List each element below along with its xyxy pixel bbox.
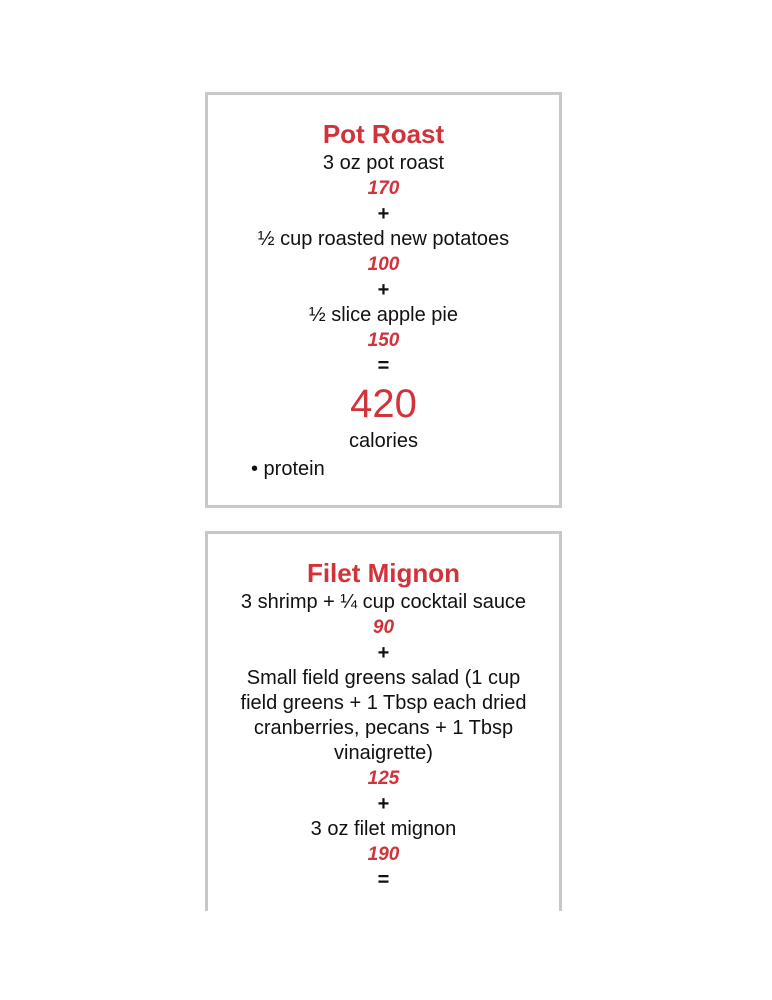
calorie-value: 170 [367, 178, 400, 199]
calorie-value: 100 [367, 254, 400, 275]
food-item: 3 oz pot roast [322, 152, 445, 174]
plus-sign: + [377, 203, 390, 225]
food-item: 3 shrimp + ¼ cup cocktail sauce [240, 591, 527, 613]
equals-sign: = [377, 355, 390, 377]
filet-mignon-card [205, 531, 562, 911]
food-item: ½ cup roasted new potatoes [257, 228, 510, 250]
calorie-value: 90 [372, 617, 395, 638]
card-title: Pot Roast [322, 119, 445, 149]
plus-sign: + [377, 793, 390, 815]
plus-sign: + [377, 279, 390, 301]
food-item: Small field greens salad (1 cup field greens + 1 Tbsp each dried cranberries, pecans + 1 Tbsp vinaigrette) [240, 667, 527, 764]
pot-roast-card [205, 92, 562, 508]
card-title: Filet Mignon [306, 558, 461, 588]
equals-sign: = [377, 869, 390, 891]
nutrient-bullet: • protein [251, 458, 325, 480]
food-item: 3 oz filet mignon [310, 818, 457, 840]
total-unit-label: calories [349, 430, 418, 452]
plus-sign: + [377, 642, 390, 664]
food-item: ½ slice apple pie [309, 304, 458, 326]
calorie-value: 125 [367, 768, 400, 789]
calorie-value: 150 [367, 330, 400, 351]
calorie-value: 190 [367, 844, 400, 865]
total-calories: 420 [350, 382, 417, 426]
